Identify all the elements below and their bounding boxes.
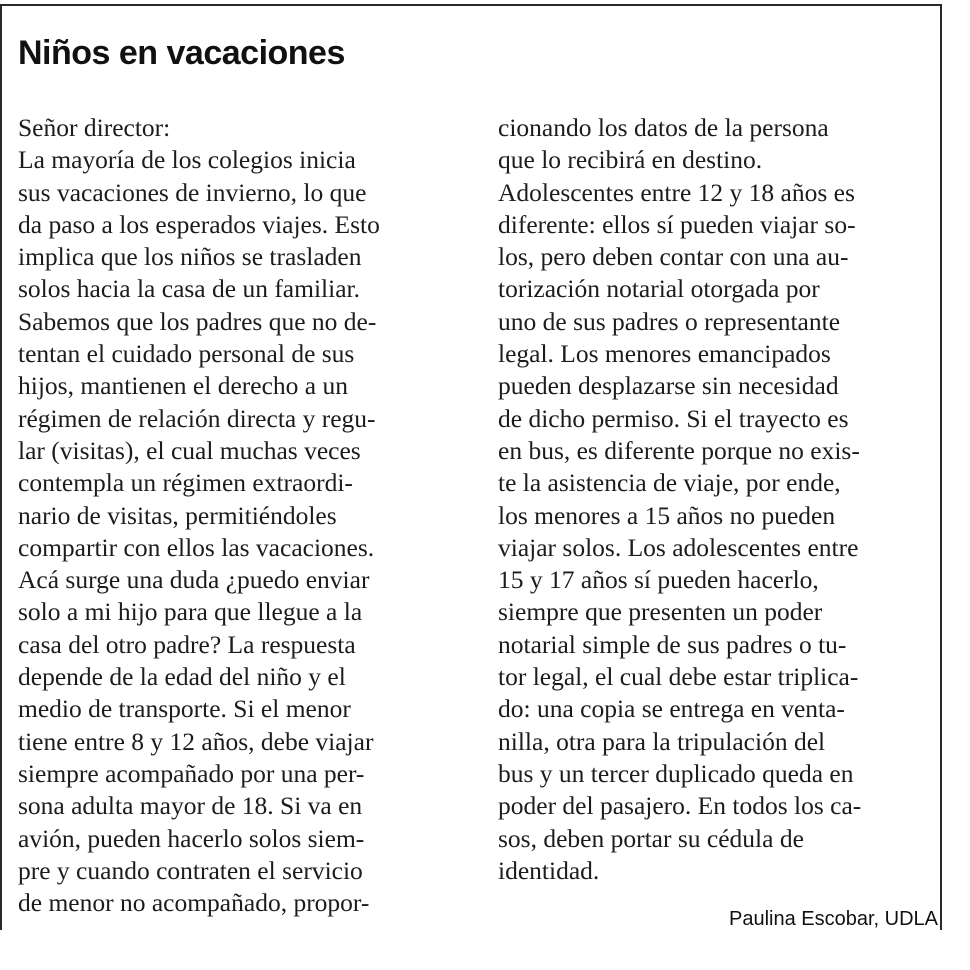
left-border-rule xyxy=(0,4,2,930)
text-line: régimen de relación directa y regu- xyxy=(18,403,376,433)
text-line: que lo recibirá en destino. xyxy=(498,145,763,175)
text-line: en bus, es diferente porque no exis- xyxy=(498,435,860,465)
text-line: do: una copia se entrega en venta- xyxy=(498,694,845,724)
text-line: da paso a los esperados viajes. Esto xyxy=(18,209,380,239)
text-line: tentan el cuidado personal de sus xyxy=(18,339,355,369)
text-line: implica que los niños se trasladen xyxy=(18,242,362,272)
text-line: los menores a 15 años no pueden xyxy=(498,500,836,530)
text-line: 15 y 17 años sí pueden hacerlo, xyxy=(498,565,819,595)
text-line: nilla, otra para la tripulación del xyxy=(498,726,826,756)
text-line: Señor director: xyxy=(18,113,171,142)
text-line: sos, deben portar su cédula de xyxy=(498,823,804,853)
text-line: Acá surge una duda ¿puedo enviar xyxy=(18,565,370,595)
text-line: La mayoría de los colegios inicia xyxy=(18,145,356,175)
text-line: pre y cuando contraten el servicio xyxy=(18,855,363,885)
text-line: legal. Los menores emancipados xyxy=(498,339,831,369)
article-title: Niños en vacaciones xyxy=(18,34,345,72)
text-line: tiene entre 8 y 12 años, debe viajar xyxy=(18,726,374,756)
text-line: diferente: ellos sí pueden viajar so- xyxy=(498,209,856,239)
text-line: hijos, mantienen el derecho a un xyxy=(18,371,348,401)
text-line: solo a mi hijo para que llegue a la xyxy=(18,597,363,627)
right-border-rule xyxy=(940,4,942,930)
text-line: torización notarial otorgada por xyxy=(498,274,820,304)
article-left-column xyxy=(18,112,484,919)
text-line: casa del otro padre? La respuesta xyxy=(18,629,356,659)
text-line: viajar solos. Los adolescentes entre xyxy=(498,532,859,562)
text-line: compartir con ellos las vacaciones. xyxy=(18,532,375,562)
text-line: los, pero deben contar con una au- xyxy=(498,242,849,272)
text-line: Adolescentes entre 12 y 18 años es xyxy=(498,177,855,207)
text-line: tor legal, el cual debe estar triplica- xyxy=(498,662,859,692)
text-line: medio de transporte. Si el menor xyxy=(18,694,351,724)
text-line: avión, pueden hacerlo solos siem- xyxy=(18,823,365,853)
text-line: te la asistencia de viaje, por ende, xyxy=(498,468,841,498)
article-signature: Paulina Escobar, UDLA xyxy=(728,908,938,930)
text-line: depende de la edad del niño y el xyxy=(18,662,346,692)
text-line: siempre que presenten un poder xyxy=(498,597,823,627)
top-border-rule xyxy=(0,4,942,6)
text-line: de menor no acompañado, propor- xyxy=(18,888,370,918)
text-line: identidad. xyxy=(498,855,600,885)
text-line: poder del pasajero. En todos los ca- xyxy=(498,791,862,821)
text-line: pueden desplazarse sin necesidad xyxy=(498,371,839,401)
text-line: solos hacia la casa de un familiar. xyxy=(18,274,360,304)
text-line: notarial simple de sus padres o tu- xyxy=(498,629,847,659)
text-line: siempre acompañado por una per- xyxy=(18,758,365,788)
text-line: cionando los datos de la persona xyxy=(498,113,829,142)
article-right-column xyxy=(498,112,938,887)
text-line: de dicho permiso. Si el trayecto es xyxy=(498,403,849,433)
text-line: Sabemos que los padres que no de- xyxy=(18,306,377,336)
text-line: sus vacaciones de invierno, lo que xyxy=(18,177,367,207)
text-line: lar (visitas), el cual muchas veces xyxy=(18,435,361,465)
text-line: sona adulta mayor de 18. Si va en xyxy=(18,791,363,821)
text-line: nario de visitas, permitiéndoles xyxy=(18,500,337,530)
text-line: bus y un tercer duplicado queda en xyxy=(498,758,854,788)
text-line: uno de sus padres o representante xyxy=(498,306,841,336)
text-line: contempla un régimen extraordi- xyxy=(18,468,353,498)
